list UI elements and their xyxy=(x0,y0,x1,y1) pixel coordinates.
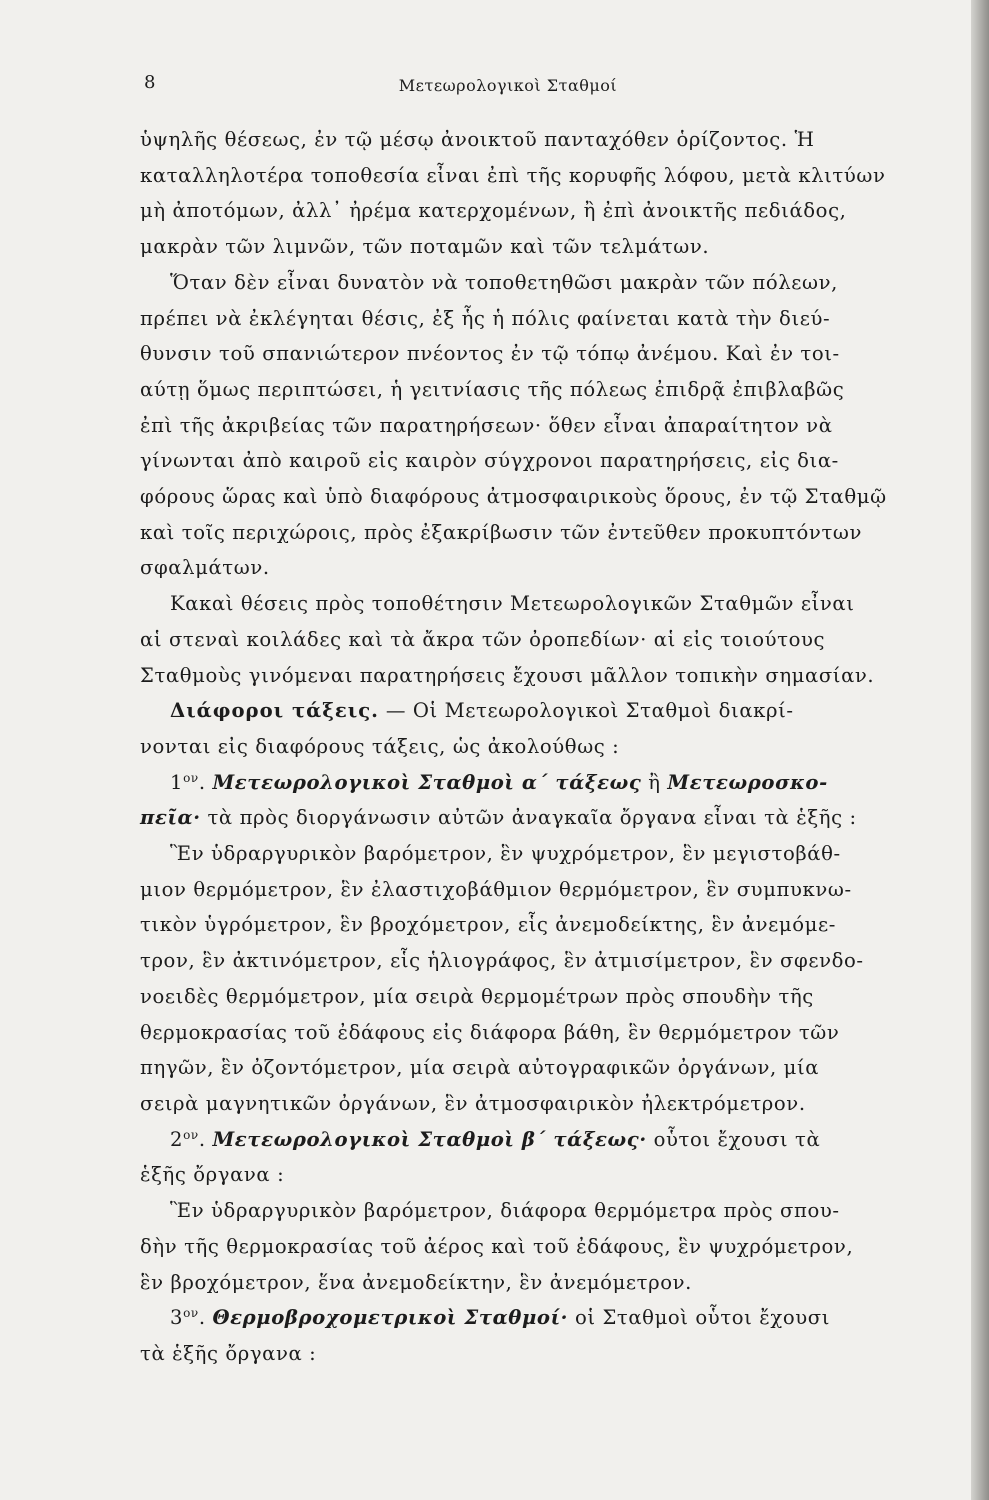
item-title: Μετεωρολογικοὶ Σταθμοὶ α΄ τάξεως xyxy=(212,770,642,794)
text-line: μιον θερμόμετρον, ἓν ἐλαστιχοβάθμιον θερμόμετρον, ἓν συμπυκνω- xyxy=(140,877,852,901)
text-line: μὴ ἀποτόμων, ἀλλ᾿ ἠρέμα κατερχομένων, ἢ ἐπὶ ἀνοικτῆς πεδιάδος, xyxy=(140,199,847,223)
text-line: γίνωνται ἀπὸ καιροῦ εἰς καιρὸν σύγχρονοι παρατηρήσεις, εἰς δια- xyxy=(140,449,839,473)
item-number: 2 xyxy=(170,1127,184,1151)
running-title: Μετεωρολογικοὶ Σταθμοί xyxy=(398,76,618,95)
text-line: Διάφοροι τάξεις. — Οἱ Μετεωρολογικοὶ Σταθμοὶ διακρί- xyxy=(170,699,794,723)
item-title: Μετεωρολογικοὶ Σταθμοὶ β΄ τάξεως· xyxy=(212,1127,647,1151)
text-line: Σταθμοὺς γινόμεναι παρατηρήσεις ἔχουσι μᾶλλον τοπικὴν σημασίαν. xyxy=(140,663,875,687)
text-line: δὴν τῆς θερμοκρασίας τοῦ ἀέρος καὶ τοῦ ἐδάφους, ἓν ψυχρόμετρον, xyxy=(140,1234,854,1258)
section-heading: Διάφοροι τάξεις. xyxy=(170,699,379,723)
text-line: θερμοκρασίας τοῦ ἐδάφους εἰς διάφορα βάθη, ἓν θερμόμετρον τῶν xyxy=(140,1020,840,1044)
page-body xyxy=(140,122,887,1372)
text-line: νοειδὲς θερμόμετρον, μία σειρὰ θερμομέτρων πρὸς σπουδὴν τῆς xyxy=(140,984,814,1008)
text-line: σειρὰ μαγνητικῶν ὀργάνων, ἓν ἀτμοσφαιρικὸν ἠλεκτρόμετρον. xyxy=(140,1091,806,1115)
item-number: 1 xyxy=(170,770,184,794)
text-line: καταλληλοτέρα τοποθεσία εἶναι ἐπὶ τῆς κορυφῆς λόφου, μετὰ κλιτύων xyxy=(140,163,886,187)
text-line: πεῖα· τὰ πρὸς διοργάνωσιν αὐτῶν ἀναγκαῖα ὄργανα εἶναι τὰ ἑξῆς : xyxy=(140,806,857,830)
text-line: τικὸν ὑγρόμετρον, ἓν βροχόμετρον, εἷς ἀνεμοδείκτης, ἓν ἀνεμόμε- xyxy=(140,913,836,937)
text-line: Ἓν ὑδραργυρικὸν βαρόμετρον, διάφορα θερμόμετρα πρὸς σπου- xyxy=(170,1199,840,1223)
text-line: $1^{o\nu}$. Μετεωρολογικοὶ Σταθμοὶ α΄ τάξεως ἢ Μετεωροσκο- xyxy=(170,770,828,794)
text-line: πηγῶν, ἓν ὀζοντόμετρον, μία σειρὰ αὐτογραφικῶν ὀργάνων, μία xyxy=(140,1056,820,1080)
text-line: πρέπει νὰ ἐκλέγηται θέσις, ἐξ ἧς ἡ πόλις φαίνεται κατὰ τὴν διεύ- xyxy=(140,306,831,330)
text-line: $2^{o\nu}$. Μετεωρολογικοὶ Σταθμοὶ β΄ τάξεως· οὗτοι ἔχουσι τὰ xyxy=(170,1127,821,1151)
text-line: ἐπὶ τῆς ἀκριβείας τῶν παρατηρήσεων· ὅθεν εἶναι ἀπαραίτητον νὰ xyxy=(140,413,833,437)
text-line: ἓν βροχόμετρον, ἕνα ἀνεμοδείκτην, ἓν ἀνεμόμετρον. xyxy=(140,1270,692,1294)
text-line: νονται εἰς διαφόρους τάξεις, ὡς ἀκολούθως : xyxy=(140,734,620,758)
text-line: Ὅταν δὲν εἶναι δυνατὸν νὰ τοποθετηθῶσι μακρὰν τῶν πόλεων, xyxy=(170,270,838,294)
text-line: σφαλμάτων. xyxy=(140,556,270,580)
text-line: ἑξῆς ὄργανα : xyxy=(140,1163,285,1187)
text-line: φόρους ὥρας καὶ ὑπὸ διαφόρους ἀτμοσφαιρικοὺς ὅρους, ἐν τῷ Σταθμῷ xyxy=(140,485,887,509)
page-number: 8 xyxy=(144,72,156,93)
text-line: αύτῃ ὅμως περιπτώσει, ἡ γειτνίασις τῆς πόλεως ἐπιδρᾷ ἐπιβλαβῶς xyxy=(140,377,845,401)
item-number: 3 xyxy=(170,1306,184,1330)
item-title: Θερμοβροχομετρικοὶ Σταθμοί· xyxy=(212,1306,569,1330)
text-line: μακρὰν τῶν λιμνῶν, τῶν ποταμῶν καὶ τῶν τελμάτων. xyxy=(140,235,710,259)
page-edge xyxy=(971,0,989,1500)
text-line: Ἓν ὑδραργυρικὸν βαρόμετρον, ἓν ψυχρόμετρον, ἓν μεγιστοβάθ- xyxy=(170,842,841,866)
text-line: αἱ στεναὶ κοιλάδες καὶ τὰ ἄκρα τῶν ὀροπεδίων· αἱ εἰς τοιούτους xyxy=(140,627,826,651)
text-line: τρον, ἓν ἀκτινόμετρον, εἷς ἡλιογράφος, ἓν ἀτμισίμετρον, ἓν σφενδο- xyxy=(140,949,864,973)
text-line: τὰ ἑξῆς ὄργανα : xyxy=(140,1341,317,1365)
text-line: Κακαὶ θέσεις πρὸς τοποθέτησιν Μετεωρολογικῶν Σταθμῶν εἶναι xyxy=(170,592,855,616)
text-line: ὑψηλῆς θέσεως, ἐν τῷ μέσῳ ἀνοικτοῦ πανταχόθεν ὁρίζοντος. Ἡ xyxy=(140,128,815,151)
page-header xyxy=(138,72,878,102)
text-line: θυνσιν τοῦ σπανιώτερον πνέοντος ἐν τῷ τόπῳ ἀνέμου. Καὶ ἐν τοι- xyxy=(140,342,840,366)
text-line: $3^{o\nu}$. Θερμοβροχομετρικοὶ Σταθμοί· οἱ Σταθμοὶ οὗτοι ἔχουσι xyxy=(170,1306,831,1330)
text-line: καὶ τοῖς περιχώροις, πρὸς ἐξακρίβωσιν τῶν ἐντεῦθεν προκυπτόντων xyxy=(140,520,862,544)
